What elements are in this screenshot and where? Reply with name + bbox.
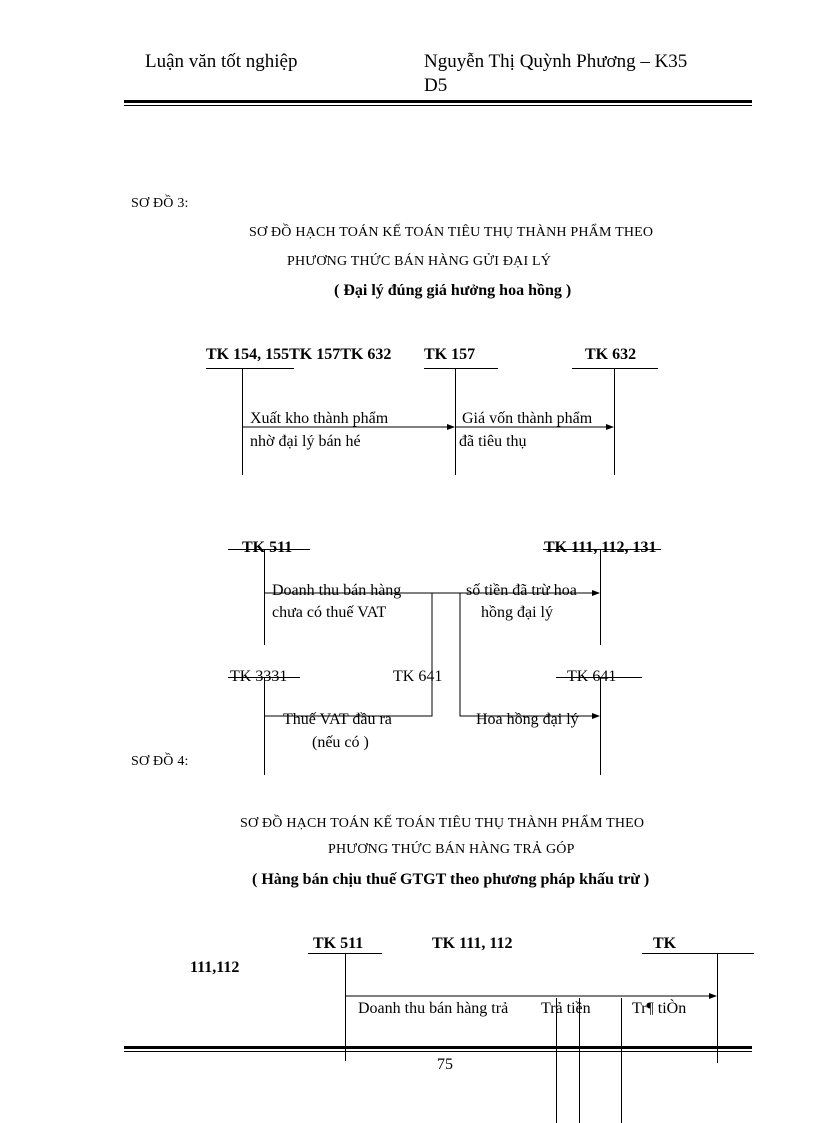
header-author: Nguyễn Thị Quỳnh Phương – K35	[424, 51, 688, 72]
diagram3-subtitle: ( Đại lý đúng giá hưởng hoa hồng )	[334, 282, 572, 299]
note-doanh-thu-2: chưa có thuế VAT	[272, 604, 387, 621]
diagram4-subtitle: ( Hàng bán chịu thuế GTGT theo phương pháp khấu trừ )	[252, 871, 650, 888]
d4-acct-111-112-left: 111,112	[190, 959, 240, 976]
note-xuat-kho-1: Xuất kho thành phẩm	[250, 410, 389, 427]
diagram3-title-line1: SƠ ĐỒ HẠCH TOÁN KẾ TOÁN TIÊU THỤ THÀNH PHẨM THEO	[249, 225, 654, 240]
diagram3-title-line2: PHƯƠNG THỨC BÁN HÀNG GỬI ĐẠI LÝ	[287, 254, 552, 269]
note-gia-von-1: Giá vốn thành phẩm	[462, 410, 593, 427]
header-left-title: Luận văn tốt nghiệp	[145, 51, 298, 72]
arrow-hoa-hong	[460, 593, 599, 716]
acct-154-155-label: TK 154, 155TK 157TK 632	[206, 346, 392, 363]
acct-641-mid-label: TK 641	[393, 668, 443, 685]
page-number: 75	[437, 1056, 453, 1073]
note-thue-vat-1: Thuế VAT đầu ra	[283, 711, 392, 728]
footer-rule-thin	[124, 1051, 752, 1052]
d4-note-tra-tien: Trả tiền	[541, 1000, 591, 1017]
d4-acct-511-label: TK 511	[313, 935, 364, 952]
line-thue-vat	[265, 593, 432, 716]
acct-641-right-label: TK 641	[567, 668, 617, 685]
d4-acct-111-112-label: TK 111, 112	[432, 935, 513, 952]
d4-acct-tk-label: TK	[653, 935, 677, 952]
diagram4-label: SƠ ĐỒ 4:	[131, 754, 189, 769]
diagram3-label: SƠ ĐỒ 3:	[131, 196, 189, 211]
note-gia-von-2: đã tiêu thụ	[459, 433, 527, 450]
acct-111-112-131-label: TK 111, 112, 131	[544, 539, 657, 556]
diagram4-title-line2: PHƯƠNG THỨC BÁN HÀNG TRẢ GÓP	[328, 842, 575, 857]
diagram4-title-line1: SƠ ĐỒ HẠCH TOÁN KẾ TOÁN TIÊU THỤ THÀNH PHẨM THEO	[240, 816, 645, 831]
acct-511-label: TK 511	[242, 539, 293, 556]
note-xuat-kho-2: nhờ đại lý bán hé	[250, 433, 361, 450]
note-so-tien-1: số tiền đã trừ hoa	[466, 582, 577, 599]
acct-157-label: TK 157	[424, 346, 476, 363]
note-hoa-hong: Hoa hồng đại lý	[476, 711, 579, 728]
footer-rule-thick	[124, 1046, 752, 1049]
note-doanh-thu-1: Doanh thu bán hàng	[272, 582, 402, 599]
acct-632-label: TK 632	[585, 346, 637, 363]
d4-note-doanh-thu: Doanh thu bán hàng trả	[358, 1000, 509, 1017]
note-thue-vat-2: (nếu có )	[312, 734, 369, 751]
note-so-tien-2: hồng đại lý	[481, 604, 553, 621]
acct-3331-label: TK 3331	[230, 668, 288, 685]
header-class: D5	[424, 75, 448, 96]
d4-note-tr-tien: Tr¶ tiÒn	[632, 1000, 687, 1017]
